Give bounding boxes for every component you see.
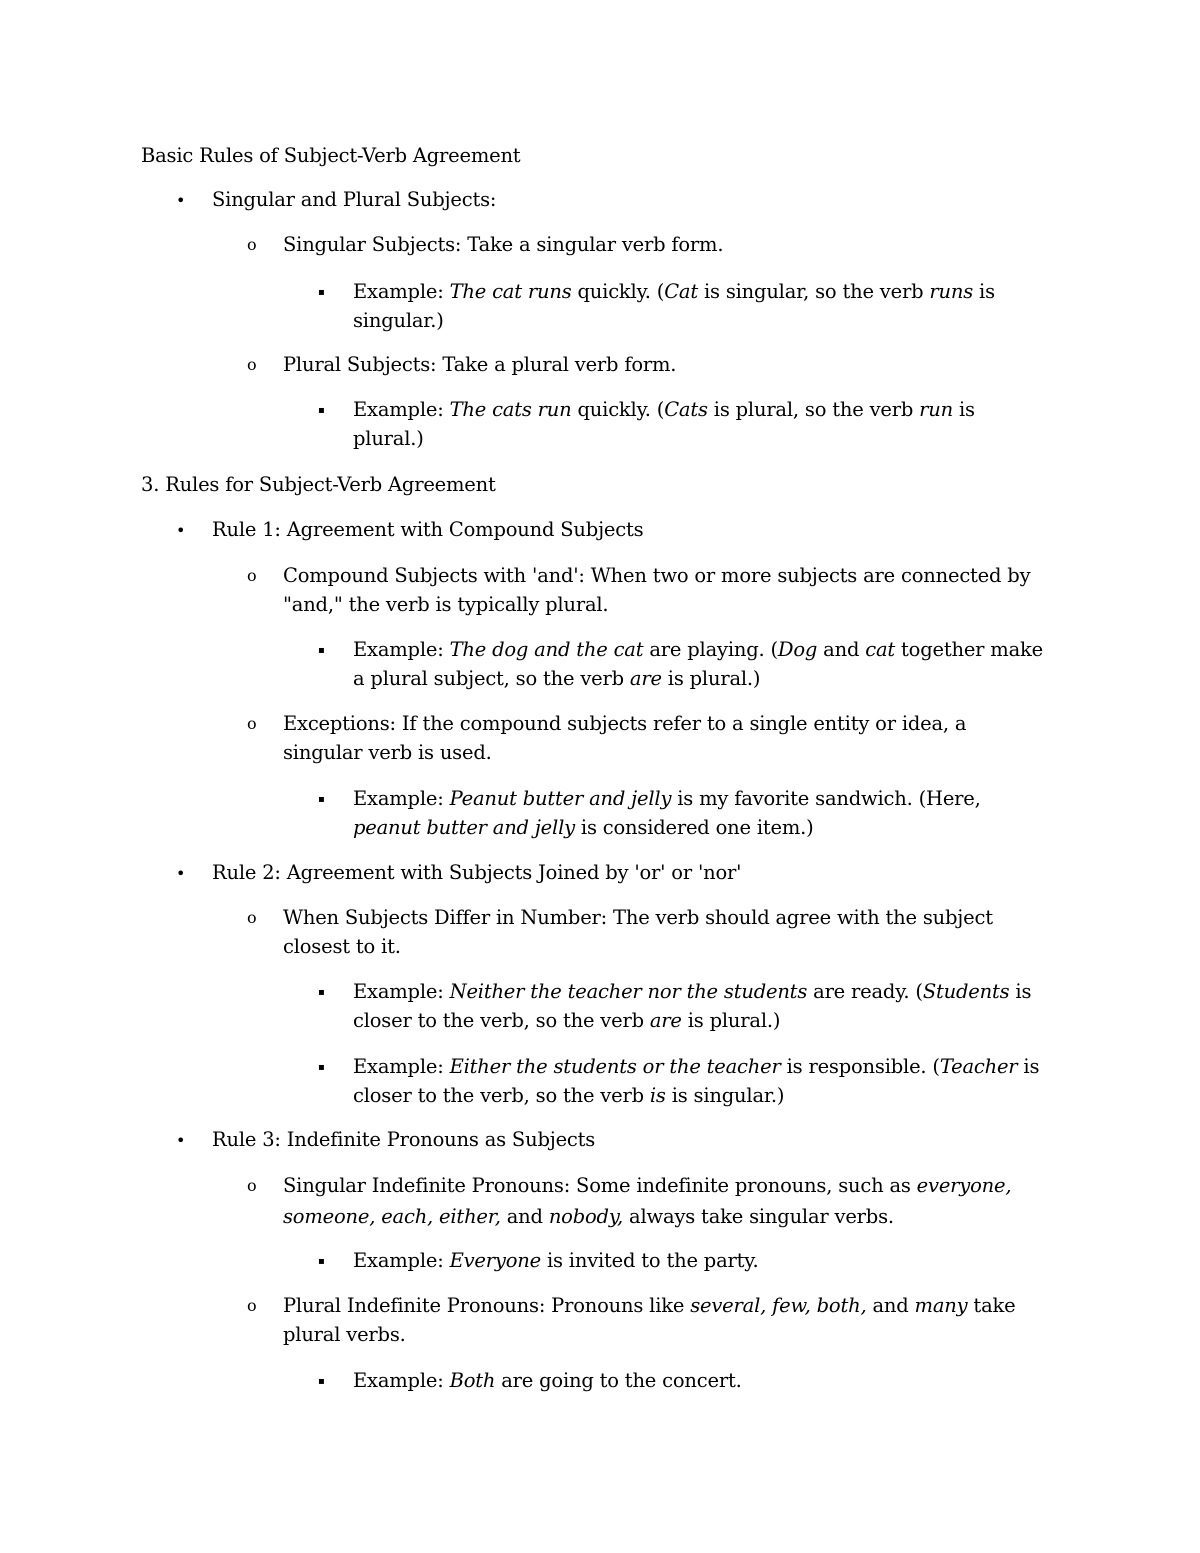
- list-italic: nobody,: [548, 1205, 624, 1228]
- example-italic: The cats run: [449, 398, 572, 421]
- example-text: and: [817, 638, 866, 661]
- example-text: is: [1017, 1055, 1040, 1078]
- list-item: [283, 1291, 1015, 1321]
- example-line: [353, 1366, 742, 1396]
- square-marker: ▪: [318, 987, 325, 998]
- example-italic: Neither the teacher nor the students: [449, 980, 808, 1003]
- example-italic: runs: [929, 280, 974, 303]
- example-text: is invited to the party.: [540, 1249, 759, 1272]
- example-italic: are: [629, 667, 662, 690]
- square-marker: ▪: [318, 794, 325, 805]
- example-italic: Teacher: [939, 1055, 1018, 1078]
- list-item: Singular Subjects: Take a singular verb form.: [283, 233, 724, 256]
- example-italic: The dog and the cat: [449, 638, 644, 661]
- example-line-continued: singular.): [353, 309, 444, 332]
- example-text: is my favorite sandwich. (Here,: [671, 787, 981, 810]
- circle-marker: o: [247, 1296, 257, 1315]
- list-item: Singular and Plural Subjects:: [212, 188, 497, 211]
- example-line: [353, 277, 995, 307]
- example-text: a plural subject, so the verb: [353, 667, 630, 690]
- rule-heading: Rule 2: Agreement with Subjects Joined by 'or' or 'nor': [212, 861, 742, 884]
- example-italic: are: [649, 1009, 682, 1032]
- example-italic: Dog: [777, 638, 818, 661]
- example-text: is: [952, 398, 975, 421]
- example-lead: Example:: [353, 1369, 450, 1392]
- square-marker: ▪: [318, 1062, 325, 1073]
- bullet-marker: •: [176, 191, 186, 210]
- example-italic: Cat: [664, 280, 698, 303]
- list-item: Exceptions: If the compound subjects refer to a single entity or idea, a: [283, 712, 967, 735]
- document-heading: Basic Rules of Subject-Verb Agreement: [141, 144, 521, 167]
- example-text: together make: [895, 638, 1043, 661]
- example-text: is: [973, 280, 995, 303]
- example-lead: Example:: [353, 1055, 450, 1078]
- example-italic: Peanut butter and jelly: [449, 787, 672, 810]
- example-line: [353, 977, 1031, 1007]
- list-text: always take singular verbs.: [623, 1205, 894, 1228]
- circle-marker: o: [247, 714, 257, 733]
- example-text: quickly. (: [571, 280, 665, 303]
- example-italic: The cat runs: [449, 280, 572, 303]
- example-text: quickly. (: [571, 398, 665, 421]
- example-text: is: [1009, 980, 1032, 1003]
- example-text: is plural, so the verb: [707, 398, 920, 421]
- list-item-continued: "and," the verb is typically plural.: [283, 593, 609, 616]
- example-line: [353, 1052, 1039, 1082]
- list-item-continued: closest to it.: [283, 935, 401, 958]
- list-item: [283, 1171, 1011, 1201]
- example-lead: Example:: [353, 787, 450, 810]
- example-line: [353, 784, 981, 814]
- bullet-marker: •: [176, 521, 186, 540]
- example-line: [353, 635, 1043, 665]
- example-text: are playing. (: [643, 638, 778, 661]
- example-italic: Either the students or the teacher: [449, 1055, 781, 1078]
- list-text: Plural Indefinite Pronouns: Pronouns like: [283, 1294, 691, 1317]
- example-lead: Example:: [353, 280, 450, 303]
- example-line: [353, 395, 975, 425]
- list-item: Plural Subjects: Take a plural verb form.: [283, 353, 677, 376]
- example-line-continued: [353, 664, 760, 694]
- square-marker: ▪: [318, 1256, 325, 1267]
- square-marker: ▪: [318, 287, 325, 298]
- example-line-continued: [353, 813, 814, 843]
- example-line-continued: plural.): [353, 427, 424, 450]
- list-italic: someone, each, either,: [283, 1205, 501, 1228]
- circle-marker: o: [247, 235, 257, 254]
- example-text: are ready. (: [807, 980, 923, 1003]
- circle-marker: o: [247, 355, 257, 374]
- example-text: is singular.): [665, 1084, 785, 1107]
- example-italic: Both: [449, 1369, 496, 1392]
- example-line-continued: [353, 1081, 784, 1111]
- example-lead: Example:: [353, 398, 450, 421]
- rule-heading: Rule 1: Agreement with Compound Subjects: [212, 518, 644, 541]
- example-text: is plural.): [681, 1009, 781, 1032]
- list-item: Compound Subjects with 'and': When two or more subjects are connected by: [283, 564, 1031, 587]
- section-heading: 3. Rules for Subject-Verb Agreement: [141, 473, 496, 496]
- example-text: is singular, so the verb: [698, 280, 930, 303]
- example-lead: Example:: [353, 1249, 450, 1272]
- list-text: Singular Indefinite Pronouns: Some indefinite pronouns, such as: [283, 1174, 917, 1197]
- bullet-marker: •: [176, 1131, 186, 1150]
- example-italic: Students: [922, 980, 1010, 1003]
- list-item-continued: plural verbs.: [283, 1323, 406, 1346]
- square-marker: ▪: [318, 1376, 325, 1387]
- list-text: and: [866, 1294, 915, 1317]
- circle-marker: o: [247, 1176, 257, 1195]
- list-italic: everyone,: [916, 1174, 1012, 1197]
- example-italic: run: [919, 398, 953, 421]
- list-item-continued: singular verb is used.: [283, 741, 492, 764]
- example-line: [353, 1246, 759, 1276]
- example-lead: Example:: [353, 980, 450, 1003]
- example-italic: Cats: [664, 398, 708, 421]
- square-marker: ▪: [318, 405, 325, 416]
- list-italic: several, few, both,: [690, 1294, 867, 1317]
- list-item-continued: [283, 1202, 894, 1232]
- example-text: closer to the verb, so the verb: [353, 1009, 650, 1032]
- example-line-continued: [353, 1006, 780, 1036]
- list-text: and: [500, 1205, 549, 1228]
- rule-heading: Rule 3: Indefinite Pronouns as Subjects: [212, 1128, 596, 1151]
- circle-marker: o: [247, 908, 257, 927]
- example-italic: peanut butter and jelly: [353, 816, 575, 839]
- example-text: is considered one item.): [574, 816, 814, 839]
- list-text: take: [967, 1294, 1016, 1317]
- example-text: is plural.): [661, 667, 761, 690]
- example-italic: Everyone: [449, 1249, 541, 1272]
- bullet-marker: •: [176, 864, 186, 883]
- example-text: are going to the concert.: [495, 1369, 742, 1392]
- circle-marker: o: [247, 566, 257, 585]
- list-italic: many: [914, 1294, 968, 1317]
- example-text: is responsible. (: [780, 1055, 940, 1078]
- example-lead: Example:: [353, 638, 450, 661]
- example-text: closer to the verb, so the verb: [353, 1084, 650, 1107]
- list-item: When Subjects Differ in Number: The verb should agree with the subject: [283, 906, 993, 929]
- example-italic: cat: [865, 638, 896, 661]
- square-marker: ▪: [318, 645, 325, 656]
- example-italic: is: [649, 1084, 666, 1107]
